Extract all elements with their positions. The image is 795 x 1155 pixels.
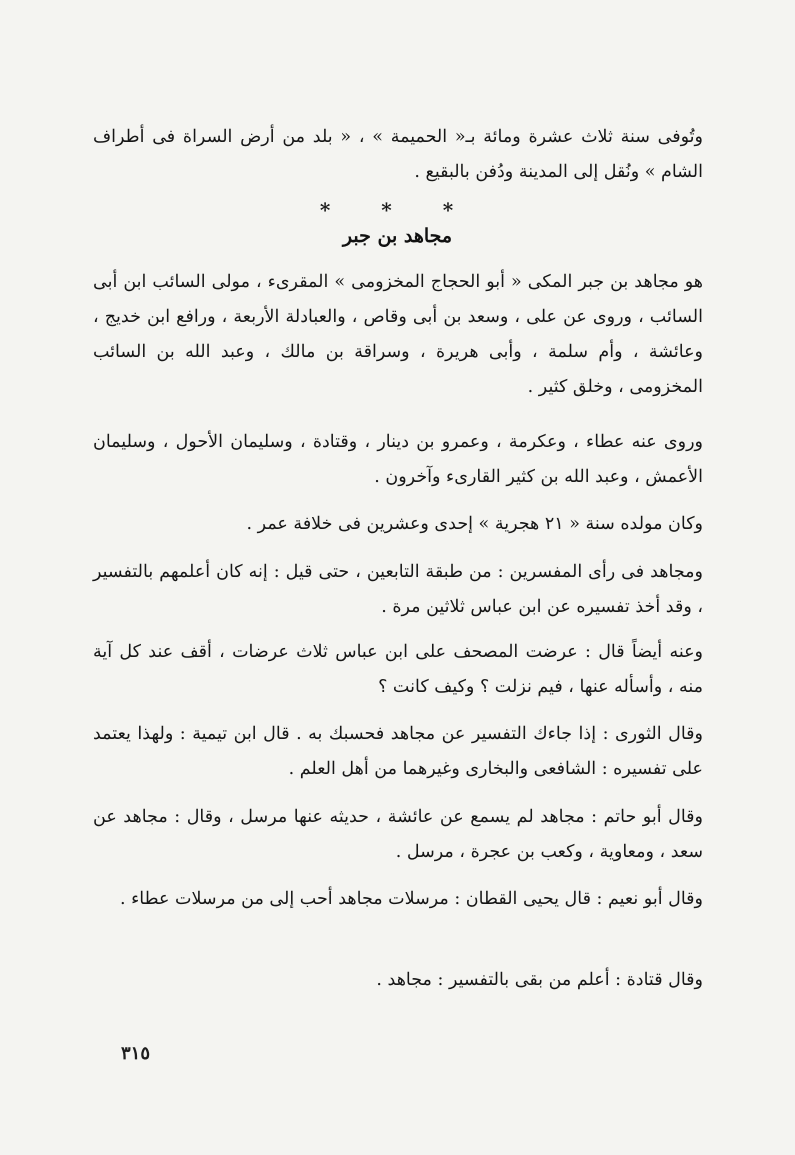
paragraph-rank: ومجاهد فى رأى المفسرين : من طبقة التابعين ، حتى قيل : إنه كان أعلمهم بالتفسير ، وقد أخذ تفسيره عن ابن عباس ثلاثين مرة . bbox=[93, 562, 703, 617]
paragraph-abu-hatim: وقال أبو حاتم : مجاهد لم يسمع عن عائشة ، حديثه عنها مرسل ، وقال : مجاهد عن سعد ، ومعاوية ، وكعب بن عجرة ، مرسل . bbox=[93, 807, 703, 862]
page-number: ٣١٥ bbox=[120, 1043, 150, 1064]
paragraph-narrators: وروى عنه عطاء ، وعكرمة ، وعمرو بن دينار ، وقتادة ، وسليمان الأحول ، وسليمان الأعمش ، وعبد الله بن كثير القارىء وآخرون . bbox=[93, 432, 703, 487]
section-heading: مجاهد بن جبر bbox=[342, 225, 453, 247]
paragraph-qatada: وقال قتادة : أعلم من بقى بالتفسير : مجاهد . bbox=[376, 970, 703, 990]
paragraph-recitation: وعنه أيضاً قال : عرضت المصحف على ابن عباس ثلاث عرضات ، أقف عند كل آية منه ، وأسأله عنها ، فيم نزلت ؟ وكيف كانت ؟ bbox=[93, 642, 703, 697]
paragraph-biography: هو مجاهد بن جبر المكى « أبو الحجاج المخزومى » المقرىء ، مولى السائب ابن أبى السائب ، وروى عن على ، وسعد بن أبى وقاص ، والعبادلة الأربعة ، ورافع ابن خديج ، وعائشة ، وأم سلمة ، وأبى هريرة ، وسراقة بن مالك ، وعبد الله بن السائب المخزومى ، وخلق كثير . bbox=[93, 272, 703, 397]
paragraph-abu-nuaym: وقال أبو نعيم : قال يحيى القطان : مرسلات مجاهد أحب إلى من مرسلات عطاء . bbox=[119, 889, 703, 909]
section-separator-stars: * * * bbox=[319, 198, 476, 222]
paragraph-death: وتُوفى سنة ثلاث عشرة ومائة بـ« الحميمة » ، « بلد من أرض السراة فى أطراف الشام » ونُقل إلى المدينة ودُفن بالبقيع . bbox=[93, 127, 703, 182]
paragraph-thawri: وقال الثورى : إذا جاءك التفسير عن مجاهد فحسبك به . قال ابن تيمية : ولهذا يعتمد على تفسيره : الشافعى والبخارى وغيرهما من أهل العلم . bbox=[93, 724, 703, 779]
paragraph-birth: وكان مولده سنة « ٢١ هجرية » إحدى وعشرين فى خلافة عمر . bbox=[246, 514, 703, 534]
